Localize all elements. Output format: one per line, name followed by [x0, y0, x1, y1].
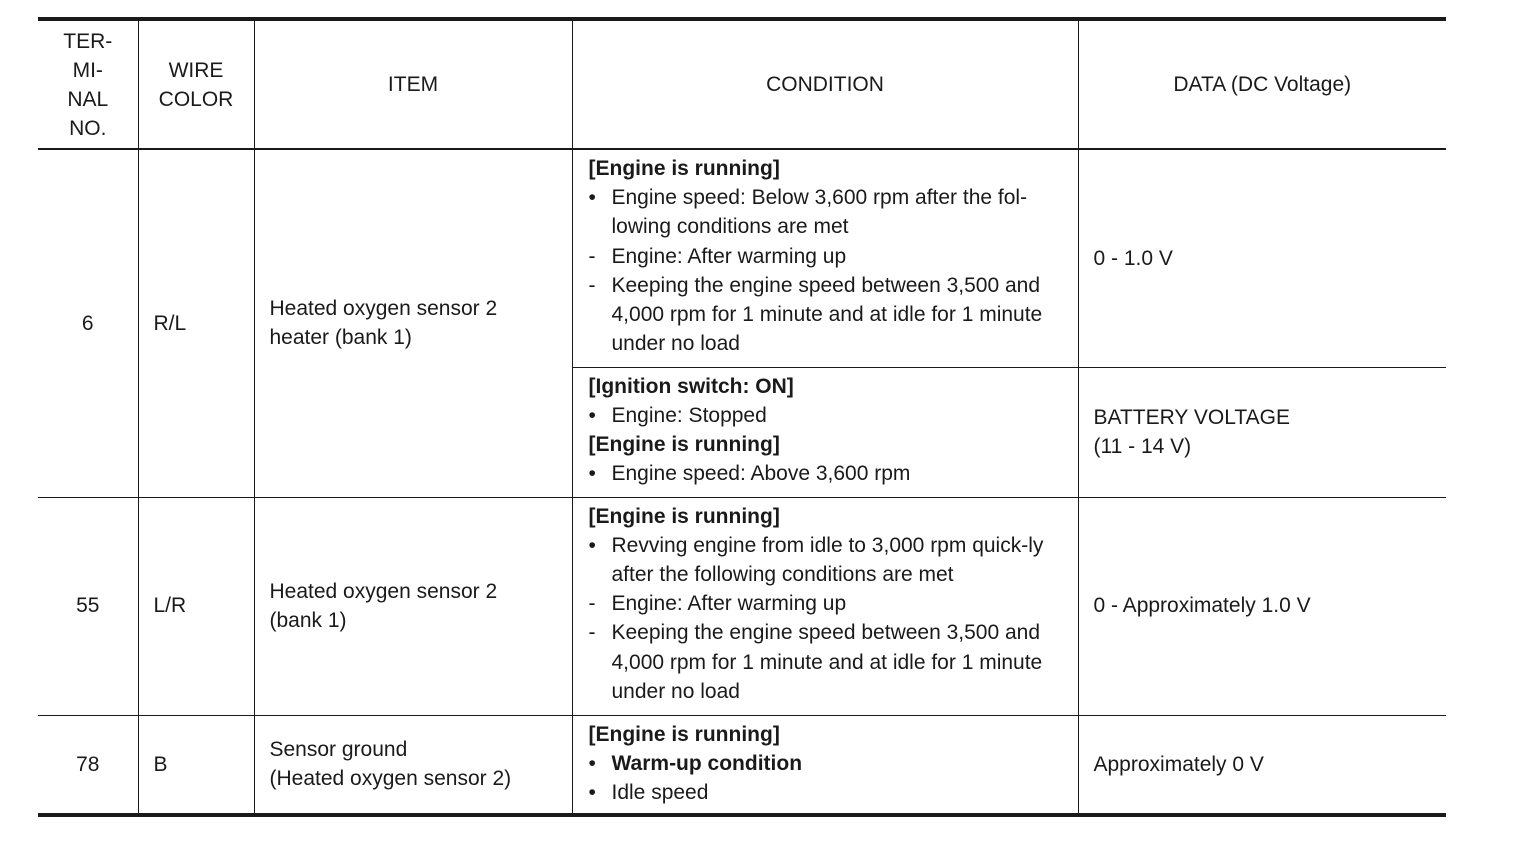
header-item: ITEM	[254, 19, 572, 149]
condition-text: Engine: After warming up	[611, 244, 847, 268]
data-value-cell	[1078, 149, 1446, 367]
condition-cell	[572, 367, 1078, 497]
dash-marker: -	[588, 273, 596, 297]
condition-text: Idle speed	[611, 780, 709, 804]
table-row	[38, 715, 1446, 815]
item-cell	[254, 715, 572, 815]
text-line: WIRE	[168, 58, 224, 82]
condition-text: Engine speed: Below 3,600 rpm after the fol-lowing conditions are met	[611, 186, 1028, 239]
condition-heading: [Engine is running]	[588, 157, 780, 180]
header-row	[38, 19, 1446, 149]
header-terminal-no	[38, 19, 138, 149]
condition-text: Revving engine from idle to 3,000 rpm quick-ly after the following conditions are met	[611, 533, 1044, 586]
text-line: Heated oxygen sensor 2	[269, 297, 498, 321]
bullet-marker: •	[588, 533, 596, 557]
bullet-marker: •	[588, 751, 596, 775]
terminal-number-cell: 55	[38, 497, 138, 715]
condition-list-item	[589, 401, 1072, 430]
wire-color-cell: R/L	[138, 149, 254, 497]
wire-color-cell: B	[138, 715, 254, 815]
condition-list-item	[589, 271, 1072, 359]
condition-text: Engine: Stopped	[611, 403, 767, 427]
text-line: 0 - 1.0 V	[1093, 246, 1173, 270]
text-line: Sensor ground	[269, 738, 408, 762]
condition-cell	[572, 149, 1078, 367]
wire-color-cell: L/R	[138, 497, 254, 715]
condition-text: Warm-up condition	[611, 751, 803, 775]
table-row	[38, 497, 1446, 715]
data-value-cell	[1078, 497, 1446, 715]
condition-list-item	[589, 618, 1072, 706]
bullet-marker: •	[588, 462, 596, 486]
text-line: Approximately 0 V	[1093, 752, 1264, 776]
terminal-data-table	[38, 17, 1446, 817]
header-wire-color	[138, 19, 254, 149]
data-value-cell	[1078, 367, 1446, 497]
condition-cell	[572, 497, 1078, 715]
condition-cell	[572, 715, 1078, 815]
condition-list-item	[589, 459, 1072, 488]
text-line: (bank 1)	[269, 609, 347, 632]
text-line: 0 - Approximately 1.0 V	[1093, 594, 1311, 618]
item-cell	[254, 149, 572, 497]
condition-heading: [Engine is running]	[588, 722, 780, 746]
condition-list-item	[589, 242, 1072, 271]
text-line: NO.	[69, 116, 107, 140]
condition-list-item	[589, 749, 1072, 778]
header-condition: CONDITION	[572, 19, 1078, 149]
condition-heading: [Engine is running]	[588, 504, 780, 528]
text-line: COLOR	[158, 87, 234, 111]
bullet-marker: •	[588, 186, 596, 210]
text-line: NAL	[67, 87, 109, 111]
header-data: DATA (DC Voltage)	[1078, 19, 1446, 149]
condition-text: Engine: After warming up	[611, 592, 847, 616]
text-line: (Heated oxygen sensor 2)	[269, 767, 512, 791]
dash-marker: -	[588, 244, 596, 268]
condition-list-item	[589, 778, 1072, 807]
condition-list-item	[589, 589, 1072, 618]
text-line: MI-	[72, 58, 103, 82]
condition-heading: [Engine is running]	[588, 432, 780, 456]
data-value-cell	[1078, 715, 1446, 815]
bullet-marker: •	[588, 780, 596, 804]
terminal-number-cell: 6	[38, 149, 138, 497]
item-cell	[254, 497, 572, 715]
table-row	[38, 149, 1446, 367]
terminal-number-cell: 78	[38, 715, 138, 815]
text-line: Heated oxygen sensor 2	[269, 579, 498, 603]
text-line: (11 - 14 V)	[1093, 435, 1192, 458]
dash-marker: -	[588, 621, 596, 645]
condition-heading: [Ignition switch: ON]	[588, 374, 794, 398]
text-line: heater (bank 1)	[269, 326, 412, 350]
bullet-marker: •	[588, 403, 596, 427]
condition-list-item	[589, 183, 1072, 241]
condition-text: Engine speed: Above 3,600 rpm	[611, 462, 911, 486]
text-line: BATTERY VOLTAGE	[1093, 405, 1290, 429]
condition-text: Keeping the engine speed between 3,500 and 4,000 rpm for 1 minute and at idle for 1 minute under no load	[611, 273, 1043, 356]
condition-list-item	[589, 531, 1072, 589]
dash-marker: -	[588, 592, 596, 616]
condition-text: Keeping the engine speed between 3,500 and 4,000 rpm for 1 minute and at idle for 1 minute under no load	[611, 621, 1043, 703]
text-line: TER-	[63, 29, 113, 53]
